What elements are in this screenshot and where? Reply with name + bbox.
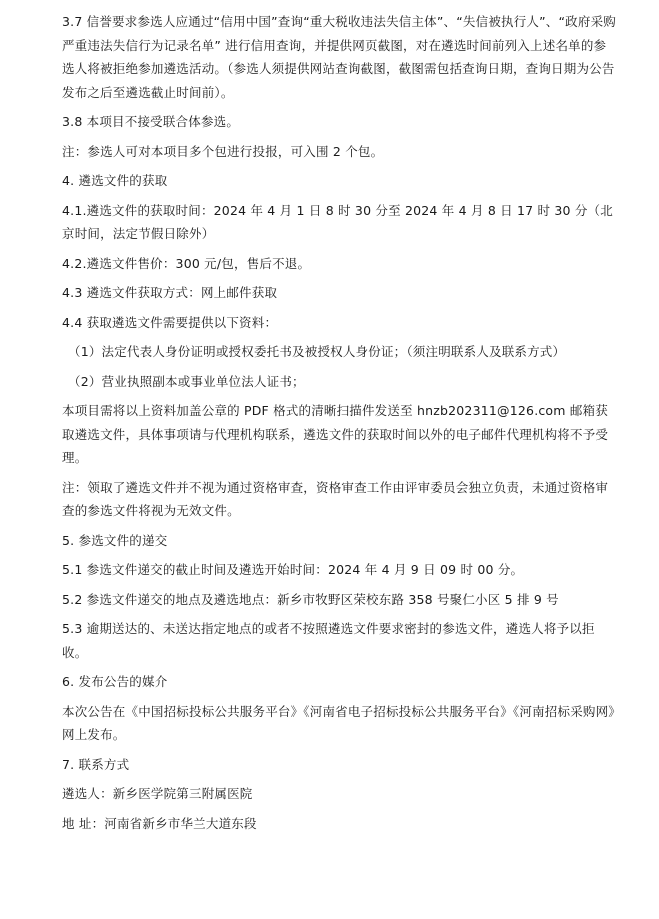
note-qualification-review: 注：领取了遴选文件并不视为通过资格审查，资格审查工作由评审委员会独立负责，未通过资格审查的参选文件将视为无效文件。 [62,479,609,518]
note-multiple-packages: 注：参选人可对本项目多个包进行投报，可入围 2 个包。 [62,143,384,159]
clause-4-3-method: 4.3 遴选文件获取方式：网上邮件获取 [62,285,278,300]
clause-4-1-acquisition-time: 4.1.遴选文件的获取时间：2024 年 4 月 1 日 8 时 30 分至 2024 年 4 月 8 日 17 时 30 分（北京时间，法定节假日除外） [62,202,613,241]
section-6-heading: 6. 发布公告的媒介 [62,674,168,689]
section-5-heading: 5. 参选文件的递交 [62,532,168,548]
contact-address: 地 址：河南省新乡市华兰大道东段 [62,815,257,831]
clause-5-1-deadline: 5.1 参选文件递交的截止时间及遴选开始时间：2024 年 4 月 9 日 09 时 00 分。 [62,562,524,577]
section-7-heading: 7. 联系方式 [62,756,130,772]
email-submission-instruction: 本项目需将以上资料加盖公章的 PDF 格式的清晰扫描件发送至 hnzb202311@126.com 邮箱获取遴选文件，具体事项请与代理机构联系，遴选文件的获取时间以外的电子邮件代理机构将不予受理。 [62,403,609,465]
material-item-2: （2）营业执照副本或事业单位法人证书； [68,373,305,389]
clause-4-4-required-materials: 4.4 获取遴选文件需要提供以下资料： [62,314,278,330]
section-4-heading: 4. 遴选文件的获取 [62,173,168,188]
clause-5-2-location: 5.2 参选文件递交的地点及遴选地点：新乡市牧野区荣校东路 358 号聚仁小区 5 排 9 号 [62,591,559,607]
clause-3-8-no-consortium: 3.8 本项目不接受联合体参选。 [62,114,240,129]
contact-organization: 遴选人：新乡医学院第三附属医院 [62,786,253,801]
material-item-1: （1）法定代表人身份证明或授权委托书及被授权人身份证；（须注明联系人及联系方式） [68,344,566,359]
clause-4-2-price: 4.2.遴选文件售价：300 元/包，售后不退。 [62,255,311,271]
clause-3-7-credit-requirement: 3.7 信誉要求参选人应通过“信用中国”查询“重大税收违法失信主体”、“失信被执行人”、“政府采购严重违法失信行为记录名单” 进行信用查询，并提供网页截图，对在遴选时间前列入上述名单的参选人将被拒绝参加遴选活动。（参选人须提供网站查询截图，截图需包括查询日期，查询日期为公告发布之后至遴选截止时间前）。 [62,14,616,100]
clause-5-3-late-rejection: 5.3 逾期送达的、未送达指定地点的或者不按照遴选文件要求密封的参选文件，遴选人将予以拒收。 [62,621,595,660]
publication-media: 本次公告在《中国招标投标公共服务平台》《河南省电子招标投标公共服务平台》《河南招标采购网》网上发布。 [62,703,615,742]
